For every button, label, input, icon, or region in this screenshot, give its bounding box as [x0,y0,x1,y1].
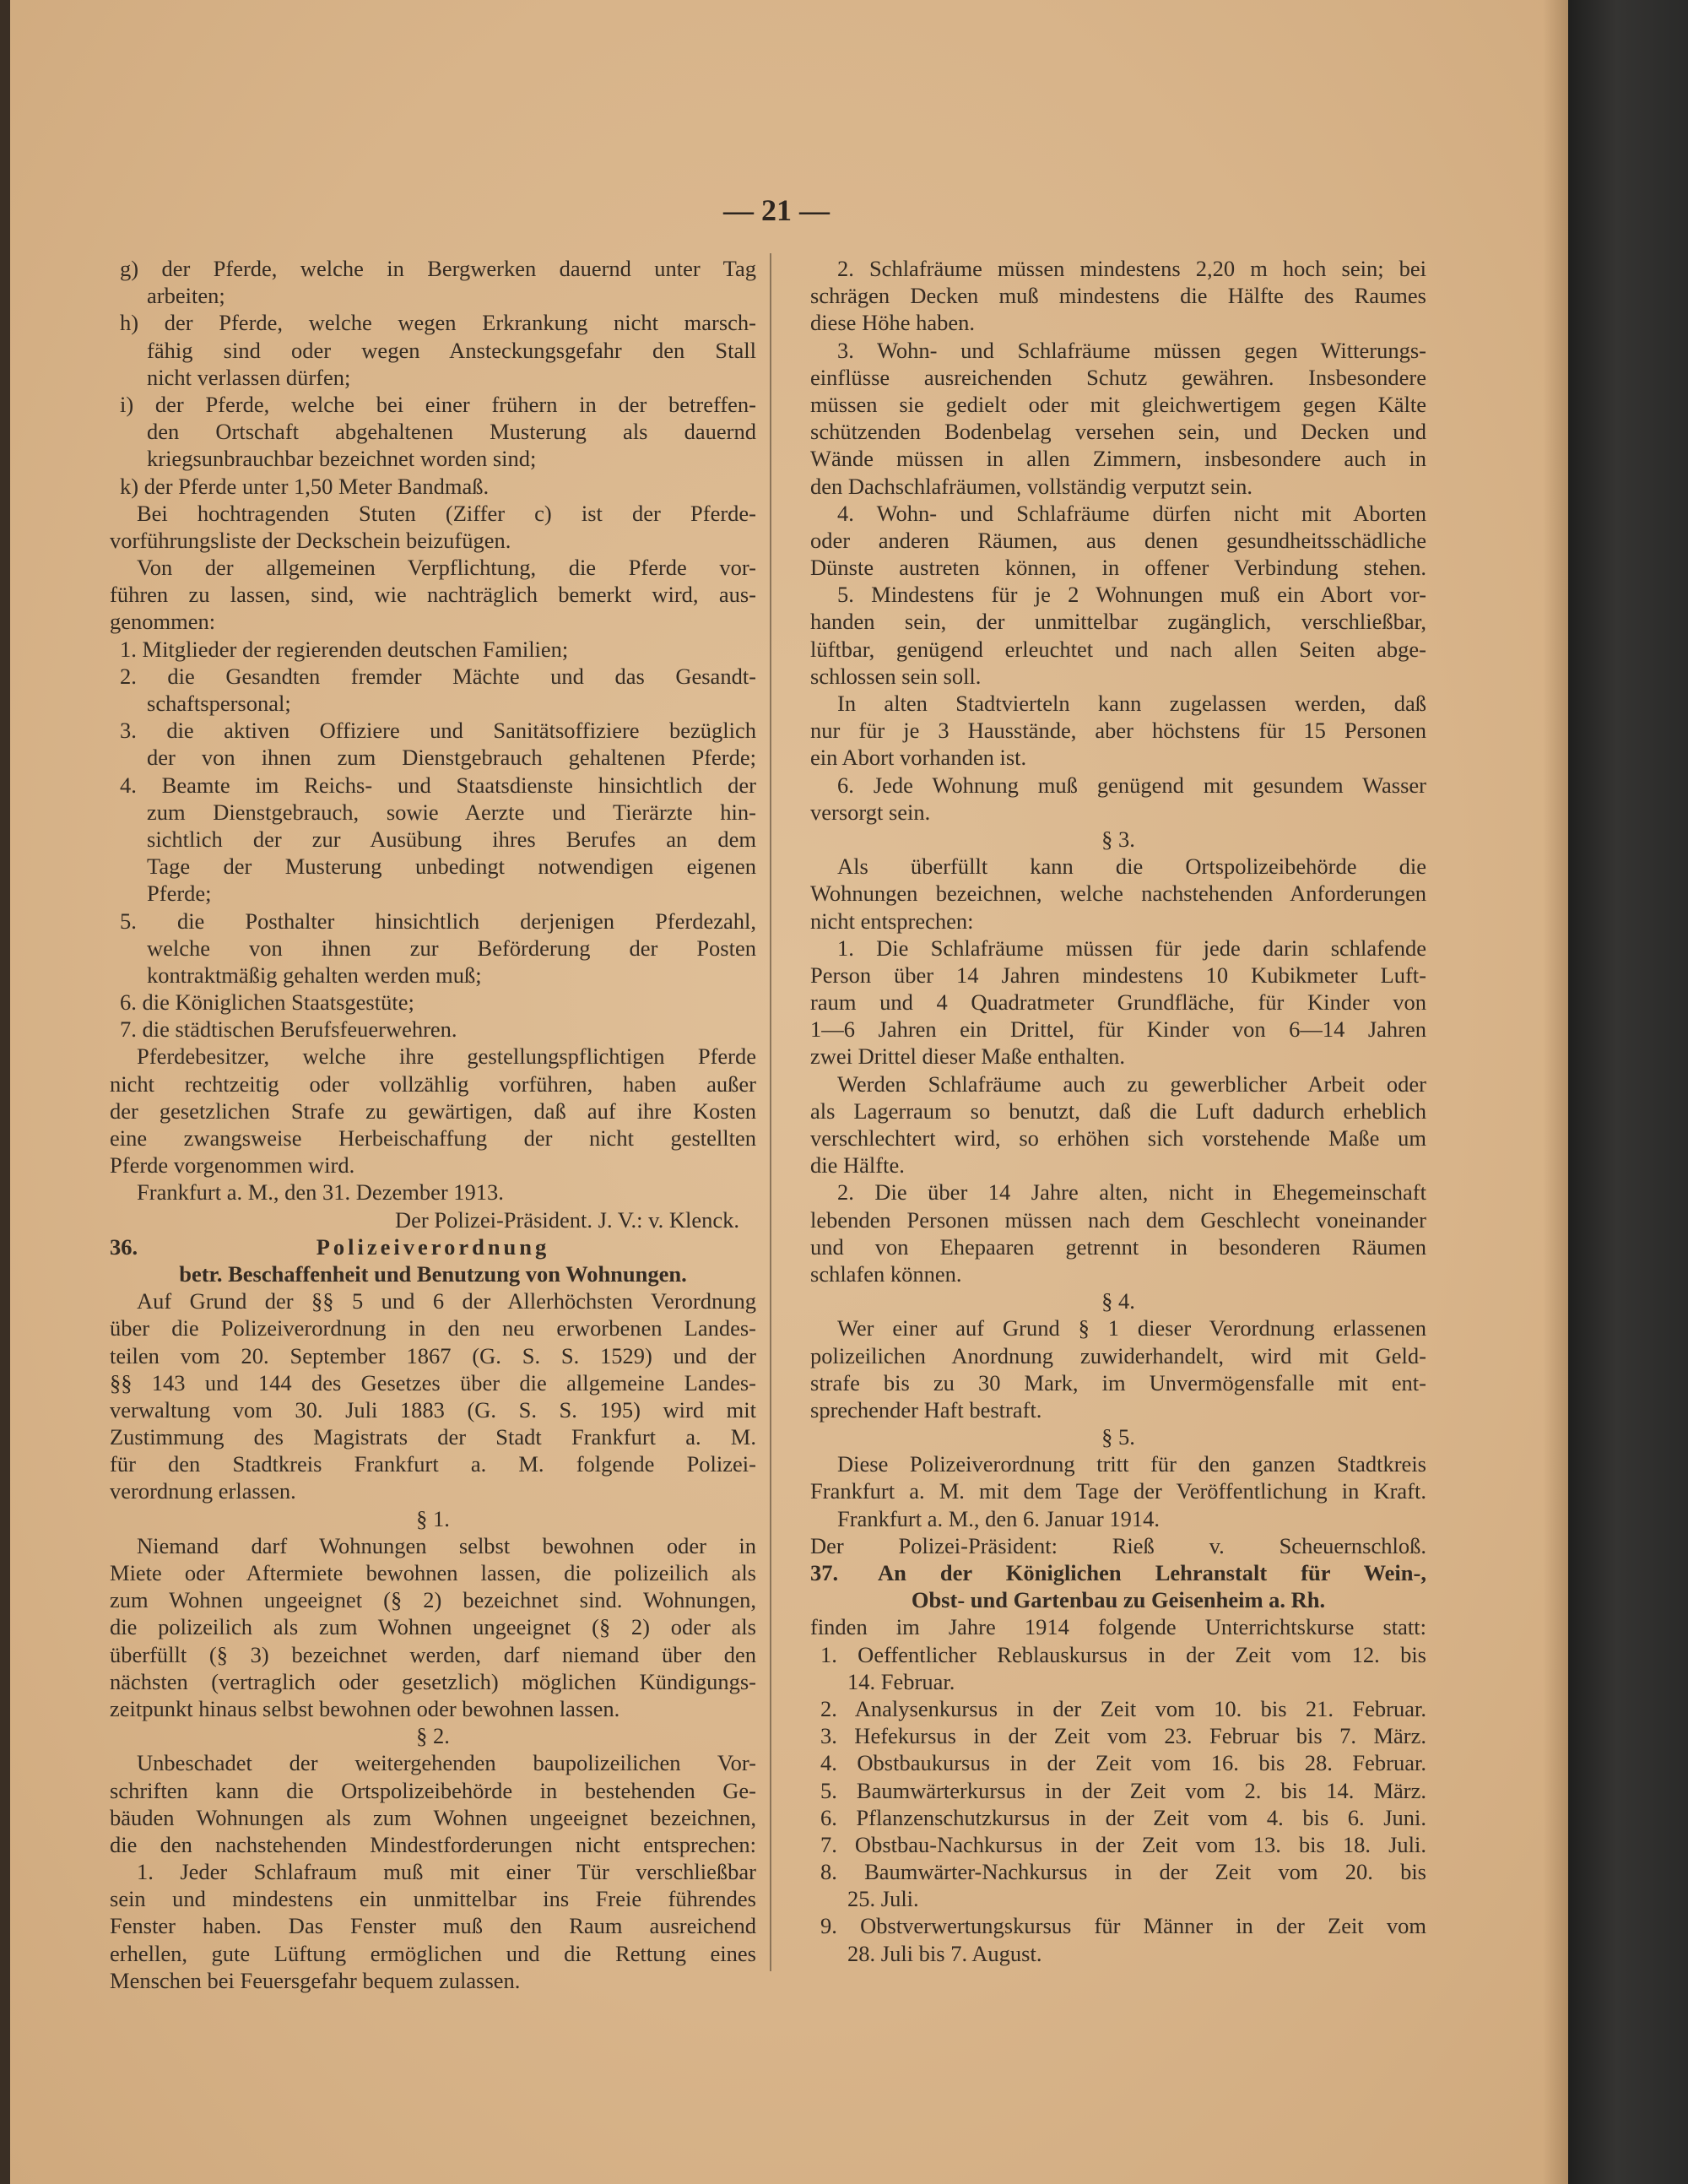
text-line: Pferde vorgenommen wird. [110,1152,355,1179]
text-line: zwei Drittel dieser Maße enthalten. [810,1043,1126,1070]
text-line: nicht entsprechen: [810,908,974,934]
section-number: 36. [110,1233,138,1260]
section-heading [810,1559,1426,1586]
text-line: Zustimmung des Magistrats der Stadt Frankfurt a. M. [110,1424,756,1450]
text-line: Wer einer auf Grund § 1 dieser Verordnung erlassenen [837,1315,1426,1341]
text-line: als Lagerraum so benutzt, daß die Luft dadurch erheblich [810,1097,1426,1124]
text-line: raum und 4 Quadratmeter Grundfläche, für Kinder von [810,989,1426,1016]
text-line: die den nachstehenden Mindestforderungen nicht entsprechen: [110,1831,756,1857]
text-line: oder anderen Räumen, aus denen gesundheitsschädliche [810,527,1426,553]
text-line: Von der allgemeinen Verpflichtung, die Pferde vor- [137,555,756,581]
text-line: 3. Wohn- und Schlafräume müssen gegen Witterungs- [837,337,1426,363]
left-column [110,255,756,1994]
text-line: schrägen Decken muß mindestens die Hälfte des Raumes [810,283,1426,309]
text-line: 4. Beamte im Reichs- und Staatsdienste hinsichtlich der [120,772,756,798]
text-line: 1. Mitglieder der regierenden deutschen Familien; [120,636,569,662]
text-line: Pferdebesitzer, welche ihre gestellungspflichtigen Pferde [137,1043,756,1070]
text-line: Pferde; [147,881,212,907]
scan-background [1568,0,1688,2184]
text-line: zeitpunkt hinaus selbst bewohnen oder bewohnen lassen. [110,1695,620,1721]
paragraph-sign-heading: § 3. [1101,826,1135,852]
text-line: zum Dienstgebrauch, sowie Aerzte und Tierärzte hin- [147,799,756,825]
text-line: 7. Obstbau-Nachkursus in der Zeit vom 13. bis 18. Juli. [820,1831,1426,1857]
text-line: 5. die Posthalter hinsichtlich derjenigen Pferdezahl, [120,908,756,934]
text-line: 2. Analysenkursus in der Zeit vom 10. bis 21. Februar. [820,1695,1426,1721]
text-line: 1—6 Jahren ein Drittel, für Kinder von 6—14 Jahren [810,1016,1426,1043]
text-line: Der Polizei-Präsident: Rieß v. Scheuernschloß. [810,1532,1426,1558]
right-column [810,255,1426,1967]
text-line: verschlechtert wird, so erhöhen sich vorstehende Maße um [810,1125,1426,1151]
text-line: fähig sind oder wegen Ansteckungsgefahr den Stall [147,337,756,363]
text-line: polizeilichen Anordnung zuwiderhandelt, wird mit Geld- [810,1342,1426,1368]
text-line: kriegsunbrauchbar bezeichnet worden sind; [147,446,537,472]
text-line: überfüllt (§ 3) bezeichnet werden, darf niemand über den [110,1641,756,1667]
text-line: 3. die aktiven Offiziere und Sanitätsoffiziere bezüglich [120,718,756,744]
text-line: g) der Pferde, welche in Bergwerken dauernd unter Tag [120,256,756,281]
text-line: eine zwangsweise Herbeischaffung der nicht gestellten [110,1125,756,1151]
text-line: 5. Mindestens für je 2 Wohnungen muß ein Abort vor- [837,582,1426,608]
text-line: der von ihnen zum Dienstgebrauch gehaltenen Pferde; [147,745,756,771]
text-line: für den Stadtkreis Frankfurt a. M. folgende Polizei- [110,1451,756,1477]
text-line: 5. Baumwärterkursus in der Zeit vom 2. bis 14. März. [820,1777,1426,1803]
text-line: müssen sie gedielt oder mit gleichwertigem gegen Kälte [810,391,1426,417]
text-line: 6. die Königlichen Staatsgestüte; [120,989,414,1016]
text-line: Miete oder Aftermiete bewohnen lassen, die polizeilich als [110,1560,756,1585]
text-line: schriften kann die Ortspolizeibehörde in bestehenden Ge- [110,1777,756,1803]
text-line: 6. Jede Wohnung muß genügend mit gesundem Wasser [837,772,1426,798]
text-line: k) der Pferde unter 1,50 Meter Bandmaß. [120,473,490,499]
text-line: nur für je 3 Hausstände, aber höchstens für 15 Personen [810,718,1426,744]
text-line: erhellen, gute Lüftung ermöglichen und die Rettung eines [110,1940,756,1966]
page-number: — 21 — [723,193,830,227]
text-line: 2. Schlafräume müssen mindestens 2,20 m hoch sein; bei [837,256,1426,281]
text-line: die Hälfte. [810,1152,905,1179]
text-line: Tage der Musterung unbedingt notwendigen eigenen [147,854,756,880]
section-heading [110,1233,756,1260]
text-line: Der Polizei-Präsident. J. V.: v. Klenck. [395,1206,739,1233]
text-line: über die Polizeiverordnung in den neu erworbenen Landes- [110,1315,756,1341]
text-line: Menschen bei Feuersgefahr bequem zulassen. [110,1967,521,1993]
text-line: führen zu lassen, sind, wie nachträglich bemerkt wird, aus- [110,582,756,608]
text-line: Wände müssen in allen Zimmern, insbesondere auch in [810,446,1426,472]
text-line: genommen: [110,609,216,635]
text-line: nicht verlassen dürfen; [147,364,351,390]
heading-line: betr. Beschaffenheit und Benutzung von Wohnungen. [179,1260,687,1287]
text-line: i) der Pferde, welche bei einer frühern in der betreffen- [120,391,756,417]
text-line: der gesetzlichen Strafe zu gewärtigen, daß auf ihre Kosten [110,1097,756,1124]
text-line: versorgt sein. [810,799,931,825]
text-line: sprechender Haft bestraft. [810,1396,1042,1423]
text-line: den Dachschlafräumen, vollständig verputzt sein. [810,473,1252,499]
text-line: schaftspersonal; [147,691,291,716]
text-line: 1. Die Schlafräume müssen für jede darin schlafende [837,935,1426,961]
text-line: den Ortschaft abgehaltenen Musterung als dauernd [147,419,756,445]
text-line: h) der Pferde, welche wegen Erkrankung nicht marsch- [120,310,756,336]
paragraph-sign-heading: § 5. [1101,1424,1135,1450]
text-line: 25. Juli. [847,1886,919,1912]
text-line: Diese Polizeiverordnung tritt für den ganzen Stadtkreis [837,1451,1426,1477]
text-line: Frankfurt a. M. mit dem Tage der Veröffentlichung in Kraft. [810,1478,1426,1504]
text-line: 2. die Gesandten fremder Mächte und das Gesandt- [120,663,756,689]
text-line: 2. Die über 14 Jahre alten, nicht in Ehegemeinschaft [837,1179,1426,1206]
text-line: verwaltung vom 30. Juli 1883 (G. S. S. 195) wird mit [110,1396,756,1423]
text-line: Frankfurt a. M., den 6. Januar 1914. [837,1505,1160,1531]
text-line: 1. Jeder Schlafraum muß mit einer Tür verschließbar [137,1859,756,1885]
text-line: sichtlich der zur Ausübung ihres Berufes an dem [147,826,756,852]
text-line: sein und mindestens ein unmittelbar ins Freie führendes [110,1886,756,1912]
heading-line: Obst- und Gartenbau zu Geisenheim a. Rh. [911,1587,1326,1613]
text-line: Auf Grund der §§ 5 und 6 der Allerhöchsten Verordnung [137,1288,756,1314]
text-line: finden im Jahre 1914 folgende Unterrichtskurse statt: [810,1614,1426,1640]
text-line: 6. Pflanzenschutzkursus in der Zeit vom 4. bis 6. Juni. [820,1804,1426,1830]
text-line: 7. die städtischen Berufsfeuerwehren. [120,1016,457,1043]
text-line: Wohnungen bezeichnen, welche nachstehenden Anforderungen [810,881,1426,907]
text-line: Als überfüllt kann die Ortspolizeibehörde die [837,854,1426,880]
text-line: handen sein, der unmittelbar zugänglich, verschließbar, [810,609,1426,635]
text-line: 4. Wohn- und Schlafräume dürfen nicht mit Aborten [837,500,1426,526]
text-line: 28. Juli bis 7. August. [847,1940,1042,1966]
text-line: einflüsse ausreichenden Schutz gewähren. Insbesondere [810,364,1426,390]
text-line: 4. Obstbaukursus in der Zeit vom 16. bis 28. Februar. [820,1750,1426,1776]
text-line: 3. Hefekursus in der Zeit vom 23. Februar bis 7. März. [820,1723,1426,1749]
text-line: 8. Baumwärter-Nachkursus in der Zeit vom 20. bis [820,1859,1426,1885]
text-line: vorführungsliste der Deckschein beizufügen. [110,527,511,553]
text-line: Person über 14 Jahren mindestens 10 Kubikmeter Luft- [810,962,1426,988]
text-line: teilen vom 20. September 1867 (G. S. S. 1529) und der [110,1342,756,1368]
text-line: kontraktmäßig gehalten werden muß; [147,962,482,988]
text-line: ein Abort vorhanden ist. [810,745,1027,771]
text-line: Unbeschadet der weitergehenden baupolizeilichen Vor- [137,1750,756,1776]
text-line: diese Höhe haben. [810,310,975,336]
text-line: schlafen können. [810,1260,962,1287]
text-line: Niemand darf Wohnungen selbst bewohnen oder in [137,1532,756,1558]
text-line: zum Wohnen ungeeignet (§ 2) bezeichnet sind. Wohnungen, [110,1587,756,1613]
section-number: 37. [810,1560,839,1585]
column-divider [770,253,771,1971]
text-line: 9. Obstverwertungskursus für Männer in der Zeit vom [820,1913,1426,1939]
text-line: und von Ehepaaren getrennt in besonderen Räumen [810,1233,1426,1260]
paragraph-sign-heading: § 1. [416,1505,450,1531]
paragraph-sign-heading: § 4. [1101,1288,1135,1314]
text-line: §§ 143 und 144 des Gesetzes über die allgemeine Landes- [110,1369,756,1395]
text-line: 14. Februar. [847,1668,955,1694]
text-line: Frankfurt a. M., den 31. Dezember 1913. [137,1179,504,1206]
text-line: strafe bis zu 30 Mark, im Unvermögensfalle mit ent- [810,1369,1426,1395]
text-line: Fenster haben. Das Fenster muß den Raum ausreichend [110,1913,756,1939]
text-line: nicht rechtzeitig oder vollzählig vorführen, haben außer [110,1070,756,1097]
text-line: nächsten (vertraglich oder gesetzlich) möglichen Kündigungs- [110,1668,756,1694]
text-line: 1. Oeffentlicher Reblauskursus in der Zeit vom 12. bis [820,1641,1426,1667]
section-title: Polizeiverordnung [316,1233,550,1260]
text-line: die polizeilich als zum Wohnen ungeeignet (§ 2) oder als [110,1614,756,1640]
text-line: Dünste austreten können, in offener Verbindung stehen. [810,555,1426,581]
text-line: lüftbar, genügend erleuchtet und nach allen Seiten abge- [810,636,1426,662]
scan-left-edge [0,0,10,2184]
text-line: schützenden Bodenbelag versehen sein, und Decken und [810,419,1426,445]
paragraph-sign-heading: § 2. [416,1723,450,1749]
text-line: welche von ihnen zur Beförderung der Posten [147,935,756,961]
text-line: Bei hochtragenden Stuten (Ziffer c) ist der Pferde- [137,500,756,526]
text-line: verordnung erlassen. [110,1478,296,1504]
text-line: schlossen sein soll. [810,663,982,689]
text-line: bäuden Wohnungen als zum Wohnen ungeeignet bezeichnen, [110,1804,756,1830]
section-title: An der Königlichen Lehranstalt für Wein-, [878,1560,1426,1585]
text-line: In alten Stadtvierteln kann zugelassen werden, daß [837,691,1426,716]
text-line: lebenden Personen müssen nach dem Geschlecht voneinander [810,1206,1426,1233]
text-line: Werden Schlafräume auch zu gewerblicher Arbeit oder [837,1070,1426,1097]
text-line: arbeiten; [147,283,225,309]
